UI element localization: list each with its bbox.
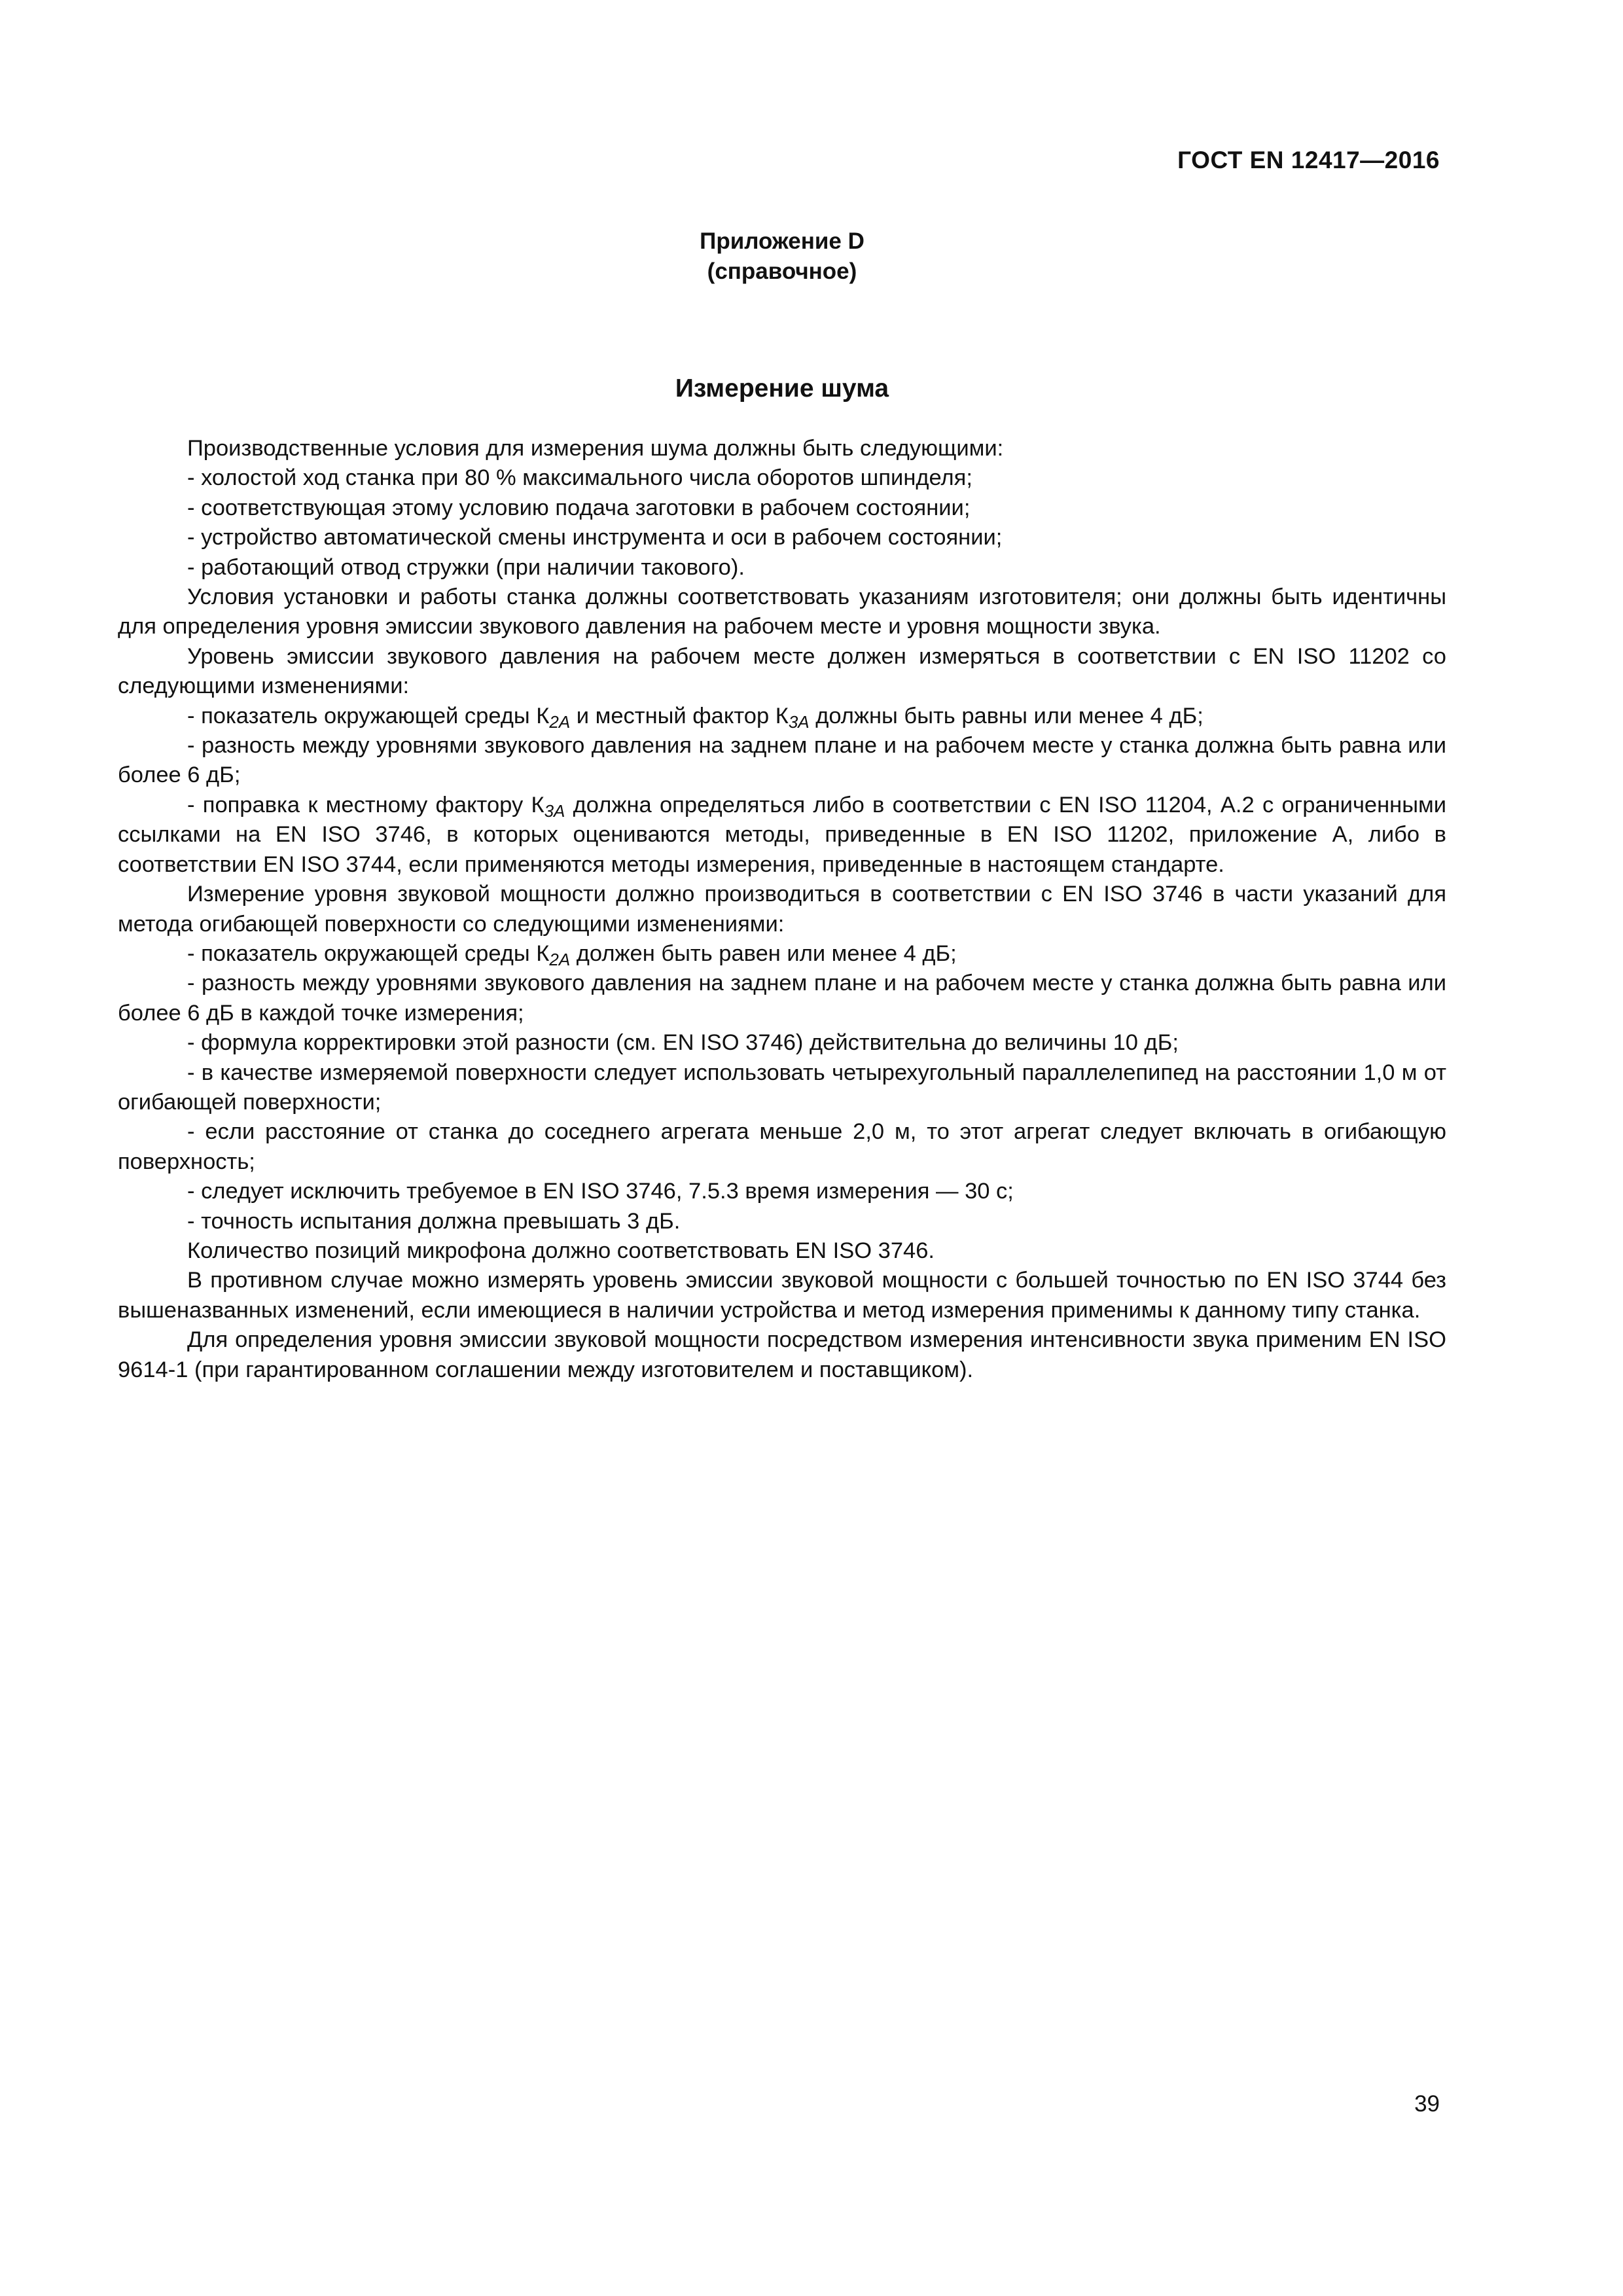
text-run: - показатель окружающей среды К <box>187 941 550 966</box>
list-item <box>118 791 1446 880</box>
subscript: 2A <box>549 711 571 732</box>
text-run: - поправка к местному фактору К <box>187 792 544 817</box>
subscript: 3A <box>788 711 810 732</box>
text-run: должен быть равен или менее 4 дБ; <box>570 941 957 966</box>
list-item: - если расстояние от станка до соседнего агрегата меньше 2,0 м, то этот агрегат следует включать в огибающую поверхность; <box>118 1119 1446 1174</box>
text-run: должны быть равны или менее 4 дБ; <box>809 703 1204 728</box>
paragraph: Производственные условия для измерения шума должны быть следующими: <box>187 436 1004 461</box>
text-run: и местный фактор К <box>570 703 789 728</box>
subscript: 2A <box>549 949 571 969</box>
standard-designation: ГОСТ EN 12417—2016 <box>1177 147 1440 173</box>
section-title: Измерение шума <box>675 374 889 403</box>
list-item <box>118 939 1446 969</box>
list-item: - точность испытания должна превышать 3 дБ. <box>187 1208 681 1234</box>
subscript: 3A <box>544 800 565 821</box>
list-item: - в качестве измеряемой поверхности следует использовать четырехугольный параллелепипед на расстоянии 1,0 м от огибающей поверхности; <box>118 1060 1446 1115</box>
text-run: должна определяться либо в соответствии с EN ISO 11204, А.2 с ограниченными ссылками на EN ISO 3746, в которых оцениваются методы, приведенные в EN ISO 11202, приложение А, либо в соответствии EN ISO 3744, если применяются методы измерения, приведенные в настоящем стандарте. <box>118 792 1447 877</box>
appendix-title: Приложение D <box>700 228 865 254</box>
list-item: - разность между уровнями звукового давления на заднем плане и на рабочем месте у станка должна быть равна или более 6 дБ в каждой точке измерения; <box>118 971 1446 1026</box>
list-item: - формула корректировки этой разности (см. EN ISO 3746) действительна до величины 10 дБ; <box>187 1030 1179 1056</box>
list-item <box>118 702 1446 731</box>
page-number: 39 <box>1414 2091 1440 2117</box>
appendix-heading <box>0 226 1564 287</box>
paragraph: Для определения уровня эмиссии звуковой мощности посредством измерения интенсивности звука применим EN ISO 9614-1 (при гарантированном соглашении между изготовителем и поставщиком). <box>118 1327 1446 1382</box>
list-item: - следует исключить требуемое в EN ISO 3746, 7.5.3 время измерения — 30 с; <box>187 1179 1014 1204</box>
paragraph: Условия установки и работы станка должны соответствовать указаниям изготовителя; они должны быть идентичны для определения уровня эмиссии звукового давления на рабочем месте и уровня мощности звука. <box>118 584 1446 639</box>
paragraph: Измерение уровня звуковой мощности должно производиться в соответствии с EN ISO 3746 в части указаний для метода огибающей поверхности со следующими изменениями: <box>118 882 1446 937</box>
list-item: - устройство автоматической смены инструмента и оси в рабочем состоянии; <box>187 525 1003 550</box>
list-item: - соответствующая этому условию подача заготовки в рабочем состоянии; <box>187 495 971 520</box>
paragraph: Количество позиций микрофона должно соответствовать EN ISO 3746. <box>187 1238 935 1263</box>
paragraph: Уровень эмиссии звукового давления на рабочем месте должен измеряться в соответствии с EN ISO 11202 со следующими изменениями: <box>118 643 1446 699</box>
list-item: - разность между уровнями звукового давления на заднем плане и на рабочем месте у станка должна быть равна или более 6 дБ; <box>118 733 1446 788</box>
text-run: - показатель окружающей среды К <box>187 703 550 728</box>
paragraph: В противном случае можно измерять уровень эмиссии звуковой мощности с большей точностью по EN ISO 3744 без вышеназванных изменений, если имеющиеся в наличии устройства и метод измерения применимы к данному типу станка. <box>118 1268 1446 1323</box>
list-item: - холостой ход станка при 80 % максимального числа оборотов шпинделя; <box>187 465 972 491</box>
body-text <box>118 434 1446 1385</box>
appendix-subtitle: (справочное) <box>707 259 857 284</box>
list-item: - работающий отвод стружки (при наличии такового). <box>187 554 745 580</box>
